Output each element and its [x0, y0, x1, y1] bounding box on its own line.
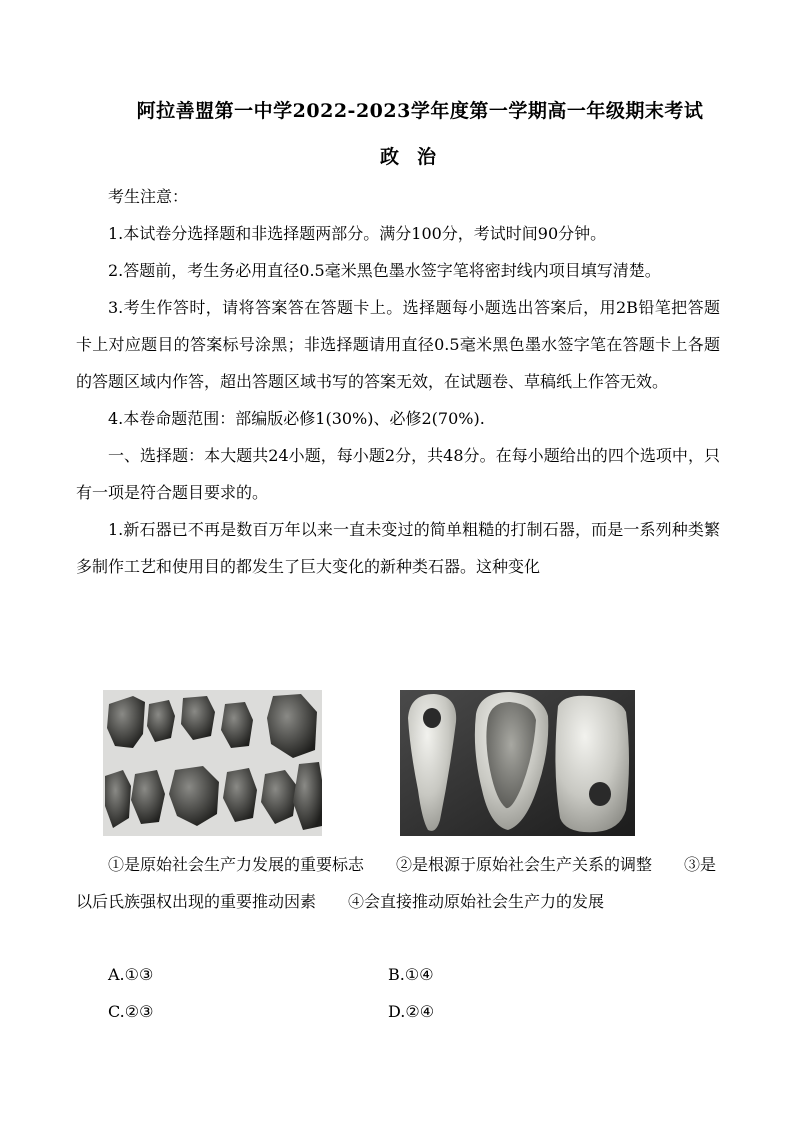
polished-stone-photo: [400, 690, 635, 836]
exam-subject: 政治: [379, 146, 454, 168]
notice-item: 4.本卷命题范围：部编版必修1(30%)、必修2(70%).: [108, 409, 485, 428]
question-stem: 1.新石器已不再是数百万年以来一直未变过的简单粗糙的打制石器，而是一系列种类繁多制作工艺和使用目的都发生了巨大变化的新种类石器。这种变化: [76, 520, 720, 576]
notice-heading: 考生注意：: [108, 187, 189, 206]
statement-options: [76, 846, 720, 920]
answer-row: [108, 993, 668, 1030]
notice-item: 1.本试卷分选择题和非选择题两部分。满分100分，考试时间90分钟。: [108, 224, 607, 243]
choice-a[interactable]: A.①③: [108, 965, 154, 984]
notice-block: [76, 178, 720, 585]
statements-line: ①是原始社会生产力发展的重要标志 ②是根源于原始社会生产关系的调整 ③是以后氏族强权出现的重要推动因素 ④会直接推动原始社会生产力的发展: [76, 855, 717, 911]
answer-row: [108, 956, 668, 993]
notice-item: 3.考生作答时，请将答案答在答题卡上。选择题每小题选出答案后，用2B铅笔把答题卡上对应题目的答案标号涂黑；非选择题请用直径0.5毫米黑色墨水签字笔在答题卡上各题的答题区域内作答，超出答题区域书写的答案无效，在试题卷、草稿纸上作答无效。: [76, 298, 720, 391]
answer-choices: [108, 956, 668, 1030]
notice-item: 2.答题前，考生务必用直径0.5毫米黑色墨水签字笔将密封线内项目填写清楚。: [108, 261, 661, 280]
choice-c[interactable]: C.②③: [108, 1002, 154, 1021]
choice-b[interactable]: B.①④: [388, 965, 434, 984]
choice-d[interactable]: D.②④: [388, 1002, 435, 1021]
exam-title: 阿拉善盟第一中学2022-2023学年度第一学期高一年级期末考试: [136, 100, 704, 122]
chipped-stone-photo: [103, 690, 322, 836]
section-heading: 一、选择题：本大题共24小题，每小题2分，共48分。在每小题给出的四个选项中，只有一项是符合题目要求的。: [76, 446, 720, 502]
